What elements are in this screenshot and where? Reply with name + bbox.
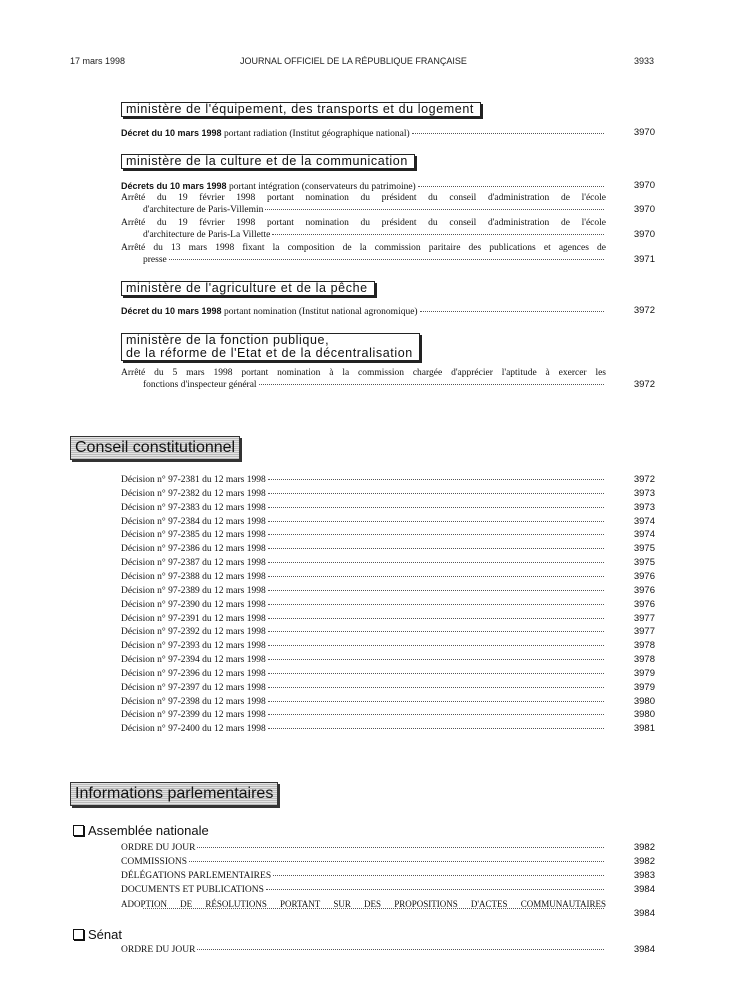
toc-entry[interactable]: Décision n° 97-2392 du 12 mars 1998 bbox=[121, 626, 606, 638]
toc-page-number: 3974 bbox=[633, 515, 655, 527]
toc-page-number: 3973 bbox=[633, 501, 655, 513]
toc-page-number: 3974 bbox=[633, 529, 655, 541]
toc-entry[interactable]: ORDRE DU JOUR bbox=[121, 944, 606, 956]
toc-page-number: 3984 bbox=[633, 908, 655, 919]
header-page-number: 3933 bbox=[634, 56, 655, 66]
toc-entry[interactable]: Décrets du 10 mars 1998 portant intégration (conservateurs du patrimoine) bbox=[121, 180, 606, 193]
subsection-senat: Sénat bbox=[73, 927, 122, 942]
toc-entry[interactable]: Décret du 10 mars 1998 portant radiation (Institut géographique national) bbox=[121, 127, 606, 140]
toc-page-number: 3970 bbox=[633, 204, 655, 215]
ministry-title-fonction-publique: ministère de la fonction publique, de la réforme de l'Etat et de la décentralisation bbox=[121, 333, 420, 361]
toc-entry[interactable]: Arrêté du 13 mars 1998 fixant la composition de la commission paritaire des publications et agences de presse bbox=[121, 243, 606, 265]
toc-page-number: 3978 bbox=[633, 654, 655, 666]
toc-entry[interactable]: Décision n° 97-2387 du 12 mars 1998 bbox=[121, 557, 606, 569]
toc-entry[interactable]: Décision n° 97-2388 du 12 mars 1998 bbox=[121, 571, 606, 583]
toc-entry[interactable]: Décision n° 97-2399 du 12 mars 1998 bbox=[121, 709, 606, 721]
toc-page-number: 3971 bbox=[633, 254, 655, 265]
toc-page-number: 3970 bbox=[633, 127, 655, 138]
toc-page-number: 3977 bbox=[633, 626, 655, 638]
toc-page-number: 3979 bbox=[633, 667, 655, 679]
toc-entry[interactable]: COMMISSIONS bbox=[121, 856, 606, 868]
toc-page-number: 3978 bbox=[633, 640, 655, 652]
toc-entry[interactable]: Décision n° 97-2386 du 12 mars 1998 bbox=[121, 543, 606, 555]
toc-entry[interactable]: Décision n° 97-2381 du 12 mars 1998 bbox=[121, 474, 606, 486]
toc-page-number: 3972 bbox=[633, 305, 655, 316]
toc-entry[interactable]: DOCUMENTS ET PUBLICATIONS bbox=[121, 884, 606, 896]
toc-entry[interactable]: Arrêté du 19 février 1998 portant nomination du président du conseil d'administration de l'école d'architecture de Paris-Villemin bbox=[121, 193, 606, 215]
toc-entry[interactable]: Décret du 10 mars 1998 portant nomination (Institut national agronomique) bbox=[121, 305, 606, 318]
toc-page-number: 3984 bbox=[633, 883, 655, 895]
ministry-title-agriculture: ministère de l'agriculture et de la pêche bbox=[121, 281, 375, 296]
ministry-title-culture: ministère de la culture et de la communication bbox=[121, 154, 415, 169]
toc-page-number: 3980 bbox=[633, 709, 655, 721]
toc-entry[interactable]: Décision n° 97-2393 du 12 mars 1998 bbox=[121, 640, 606, 652]
toc-page-number: 3983 bbox=[633, 869, 655, 881]
toc-page-number: 3972 bbox=[633, 379, 655, 390]
toc-entry[interactable]: Décision n° 97-2394 du 12 mars 1998 bbox=[121, 654, 606, 666]
toc-entry[interactable]: Décision n° 97-2391 du 12 mars 1998 bbox=[121, 613, 606, 625]
toc-entry[interactable]: ADOPTION DE RÉSOLUTIONS PORTANT SUR DES PROPOSITIONS D'ACTES COMMUNAUTAIRES bbox=[121, 899, 606, 909]
toc-page-number: 3973 bbox=[633, 487, 655, 499]
header-journal-title: JOURNAL OFFICIEL DE LA RÉPUBLIQUE FRANÇAISE bbox=[240, 56, 467, 66]
toc-page-number: 3975 bbox=[633, 557, 655, 569]
toc-entry[interactable]: Décision n° 97-2400 du 12 mars 1998 bbox=[121, 723, 606, 735]
checkbox-icon bbox=[73, 929, 84, 940]
toc-page-number: 3980 bbox=[633, 695, 655, 707]
toc-entry[interactable]: Décision n° 97-2396 du 12 mars 1998 bbox=[121, 668, 606, 680]
checkbox-icon bbox=[73, 825, 84, 836]
toc-page-number: 3976 bbox=[633, 584, 655, 596]
ministry-title-equipement: ministère de l'équipement, des transports et du logement bbox=[121, 102, 481, 117]
toc-entry[interactable]: Arrêté du 5 mars 1998 portant nomination à la commission chargée d'apprécier l'aptitude à exercer les fonctions d'inspecteur général bbox=[121, 368, 606, 390]
toc-entry[interactable]: Décision n° 97-2398 du 12 mars 1998 bbox=[121, 696, 606, 708]
toc-page-number: 3977 bbox=[633, 612, 655, 624]
toc-page-number: 3984 bbox=[633, 944, 655, 955]
section-title-conseil: Conseil constitutionnel bbox=[70, 436, 240, 460]
toc-entry[interactable]: Arrêté du 19 février 1998 portant nomination du président du conseil d'administration de l'école d'architecture de Paris-La Villette bbox=[121, 218, 606, 240]
toc-entry[interactable]: Décision n° 97-2390 du 12 mars 1998 bbox=[121, 599, 606, 611]
toc-page-number: 3972 bbox=[633, 474, 655, 485]
toc-entry[interactable]: Décision n° 97-2397 du 12 mars 1998 bbox=[121, 682, 606, 694]
section-title-informations: Informations parlementaires bbox=[70, 782, 278, 806]
subsection-assemblee: Assemblée nationale bbox=[73, 823, 209, 838]
toc-page-number: 3976 bbox=[633, 570, 655, 582]
toc-page-number: 3979 bbox=[633, 681, 655, 693]
toc-page-number: 3970 bbox=[633, 180, 655, 191]
toc-entry[interactable]: Décision n° 97-2385 du 12 mars 1998 bbox=[121, 529, 606, 541]
toc-page-number: 3970 bbox=[633, 229, 655, 240]
toc-page-number: 3975 bbox=[633, 543, 655, 555]
toc-entry[interactable]: Décision n° 97-2383 du 12 mars 1998 bbox=[121, 502, 606, 514]
toc-entry[interactable]: Décision n° 97-2384 du 12 mars 1998 bbox=[121, 516, 606, 528]
toc-entry[interactable]: Décision n° 97-2382 du 12 mars 1998 bbox=[121, 488, 606, 500]
toc-entry[interactable]: DÉLÉGATIONS PARLEMENTAIRES bbox=[121, 870, 606, 882]
header-date: 17 mars 1998 bbox=[70, 56, 126, 66]
toc-page-number: 3981 bbox=[633, 723, 655, 735]
toc-page-number: 3976 bbox=[633, 598, 655, 610]
toc-page-number: 3982 bbox=[633, 842, 655, 853]
toc-entry[interactable]: ORDRE DU JOUR bbox=[121, 842, 606, 854]
toc-entry[interactable]: Décision n° 97-2389 du 12 mars 1998 bbox=[121, 585, 606, 597]
toc-page-number: 3982 bbox=[633, 855, 655, 867]
